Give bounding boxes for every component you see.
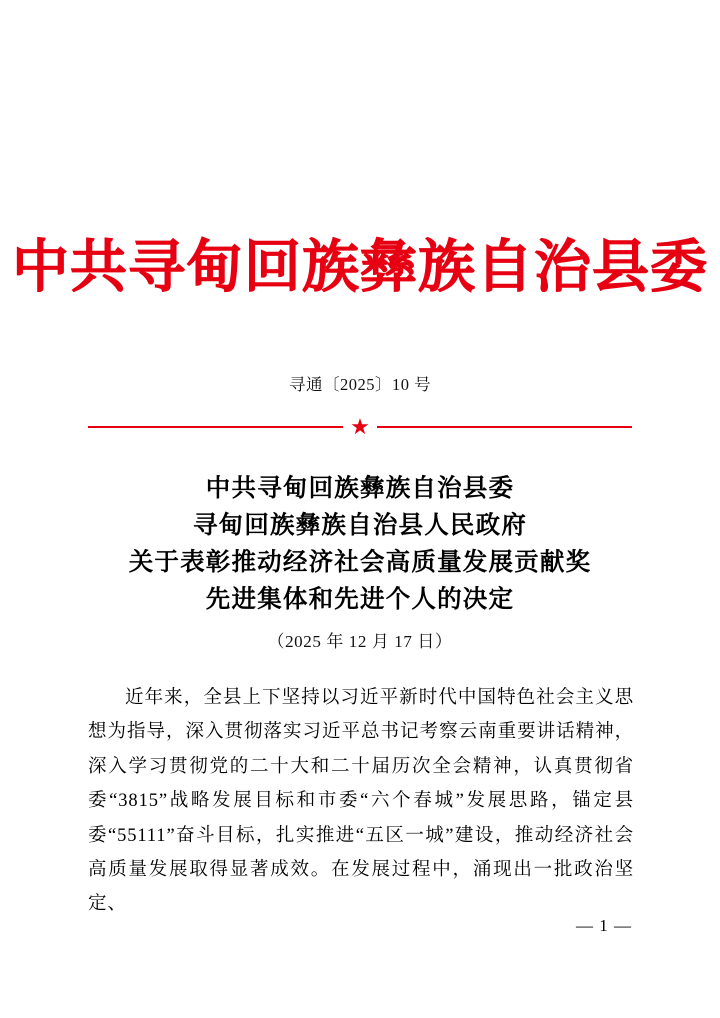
document-body [88,681,634,922]
red-separator-rule [88,414,632,439]
title-line-4: 先进集体和先进个人的决定 [205,586,515,613]
rule-line-left [88,426,343,428]
body-paragraph-1: 近年来，全县上下坚持以习近平新时代中国特色社会主义思想为指导，深入贯彻落实习近平总书记考察云南重要讲话精神，深入学习贯彻党的二十大和二十届历次全会精神，认真贯彻省委“3815”战略发展目标和市委“六个春城”发展思路，锚定县委“55111”奋斗目标，扎实推进“五区一城”建设，推动经济社会高质量发展取得显著成效。在发展过程中，涌现出一批政治坚定、 [88,688,634,915]
document-date: （2025 年 12 月 17 日） [267,632,453,651]
title-line-3: 关于表彰推动经济社会高质量发展贡献奖 [128,549,592,576]
masthead [0,238,720,298]
title-line-1: 中共寻甸回族彝族自治县委 [205,475,515,502]
document-title-block [0,470,720,652]
title-line-2: 寻甸回族彝族自治县人民政府 [192,512,528,539]
page-number: — 1 — [576,916,632,935]
masthead-title: 中共寻甸回族彝族自治县委 [12,236,708,299]
rule-line-right [377,426,632,428]
star-icon: ★ [350,414,370,439]
document-number: 寻通〔2025〕10 号 [288,375,432,394]
